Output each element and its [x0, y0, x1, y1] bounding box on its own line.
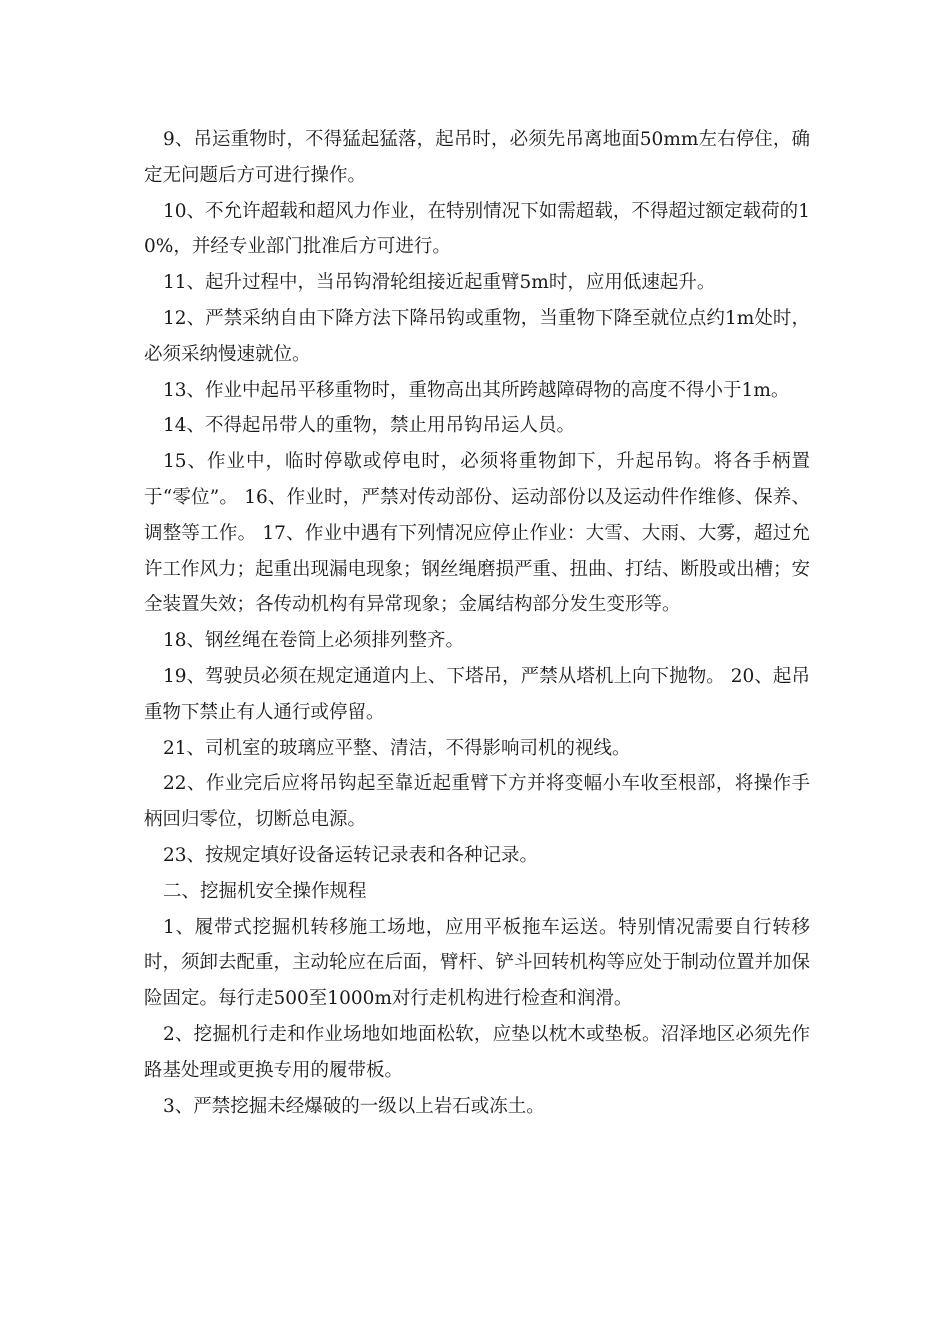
paragraph-item-11: 11、起升过程中，当吊钩滑轮组接近起重臂5m时，应用低速起升。	[163, 272, 716, 294]
document-body	[144, 122, 810, 1124]
section-heading-excavator: 二、挖掘机安全操作规程	[163, 880, 367, 902]
paragraph-excavator-item-3: 3、严禁挖掘未经爆破的一级以上岩石或冻土。	[163, 1095, 545, 1117]
paragraph-item-22: 22、作业完后应将吊钩起至靠近起重臂下方并将变幅小车收至根部，将操作手柄回归零位，切断总电源。	[144, 773, 810, 831]
paragraph-item-23: 23、按规定填好设备运转记录表和各种记录。	[163, 844, 539, 866]
paragraph-item-14: 14、不得起吊带人的重物，禁止用吊钩吊运人员。	[163, 415, 576, 437]
paragraph-excavator-item-2: 2、挖掘机行走和作业场地如地面松软，应垫以枕木或垫板。沼泽地区必须先作路基处理或更换专用的履带板。	[144, 1023, 810, 1081]
paragraph-item-13: 13、作业中起吊平移重物时，重物高出其所跨越障碍物的高度不得小于1m。	[163, 379, 790, 401]
paragraph-item-19-20: 19、驾驶员必须在规定通道内上、下塔吊，严禁从塔机上向下抛物。 20、起吊重物下禁止有人通行或停留。	[144, 665, 810, 723]
paragraph-item-9: 9、吊运重物时，不得猛起猛落，起吊时，必须先吊离地面50mm左右停住，确定无问题后方可进行操作。	[144, 129, 810, 186]
paragraph-item-21: 21、司机室的玻璃应平整、清洁，不得影响司机的视线。	[163, 737, 631, 759]
paragraph-excavator-item-1: 1、履带式挖掘机转移施工场地，应用平板拖车运送。特别情况需要自行转移时，须卸去配重，主动轮应在后面，臂杆、铲斗回转机构等应处于制动位置并加保险固定。每行走500至1000m对行走机构进行检查和润滑。	[144, 916, 811, 1010]
paragraph-item-12: 12、严禁采纳自由下降方法下降吊钩或重物，当重物下降至就位点约1m处时，必须采纳慢速就位。	[144, 307, 810, 365]
paragraph-item-18: 18、钢丝绳在卷筒上必须排列整齐。	[163, 630, 465, 652]
paragraph-item-15-17: 15、作业中，临时停歇或停电时，必须将重物卸下，升起吊钩。将各手柄置于“零位”。 16、作业时，严禁对传动部份、运动部份以及运动件作维修、保养、调整等工作。 17、作业中遇有下列情况应停止作业：大雪、大雨、大雾，超过允许工作风力；起重出现漏电现象；钢丝绳磨损严重、扭曲、打结、断股或出槽；安全装置失效；各传动机构有异常现象；金属结构部分发生变形等。	[144, 451, 811, 616]
paragraph-item-10: 10、不允许超载和超风力作业，在特别情况下如需超载，不得超过额定载荷的10%，并经专业部门批准后方可进行。	[144, 200, 810, 258]
